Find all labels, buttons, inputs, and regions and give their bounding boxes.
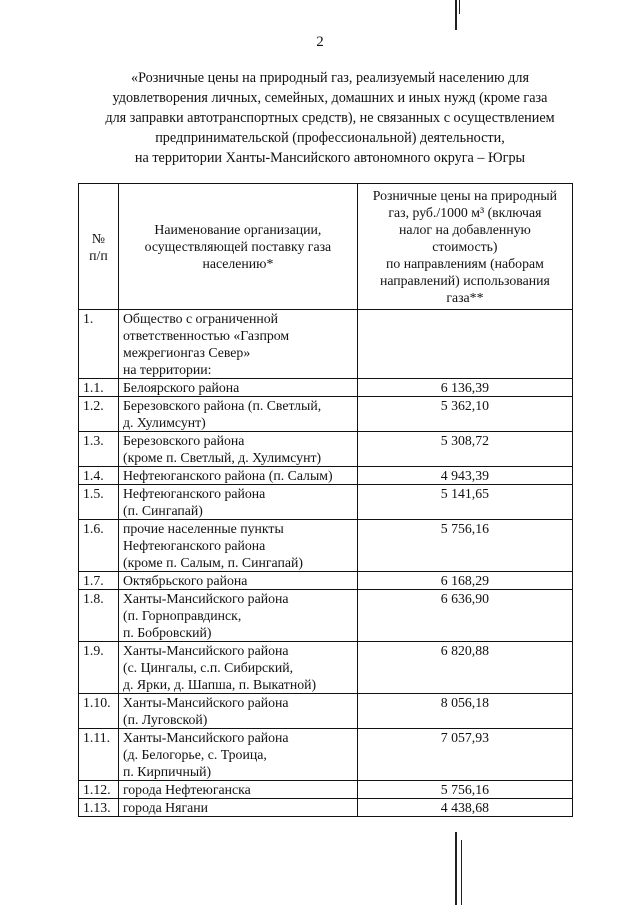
organization-cell	[118, 467, 357, 485]
header-line: направлений) использования	[379, 273, 550, 288]
organization-line: Нефтеюганского района (п. Салым)	[122, 468, 333, 483]
organization-cell	[118, 781, 357, 799]
table-row	[79, 310, 573, 379]
organization-cell	[118, 397, 357, 432]
organization-line: Березовского района (п. Светлый,	[122, 398, 322, 413]
row-number: 1.12.	[79, 781, 119, 799]
header-line: газ, руб./1000 м³ (включая	[388, 205, 542, 220]
row-number: 1.1.	[79, 379, 119, 397]
organization-line: (п. Луговской)	[122, 712, 208, 727]
table-row	[79, 520, 573, 572]
price-cell: 6 136,39	[357, 379, 572, 397]
organization-line: Октябрьского района	[122, 573, 248, 588]
price-table	[78, 183, 573, 817]
header-organization	[118, 184, 357, 310]
header-line: налог на добавленную	[398, 222, 531, 237]
organization-line: на территории:	[122, 362, 212, 377]
organization-line: д. Ярки, д. Шапша, п. Выкатной)	[122, 677, 317, 692]
organization-line: ответственностью «Газпром	[122, 328, 290, 343]
organization-line: Березовского района	[122, 433, 245, 448]
organization-cell	[118, 572, 357, 590]
row-number: 1.10.	[79, 694, 119, 729]
title-line: удовлетворения личных, семейных, домашних и иных нужд (кроме газа	[112, 90, 548, 106]
table-row	[79, 432, 573, 467]
price-cell: 6 820,88	[357, 642, 572, 694]
table-header-row	[79, 184, 573, 310]
scan-mark-bottom	[455, 832, 457, 905]
price-cell: 6 636,90	[357, 590, 572, 642]
organization-line: города Нягани	[122, 800, 209, 815]
price-cell	[357, 310, 572, 379]
organization-line: Общество с ограниченной	[122, 311, 278, 326]
row-number: 1.8.	[79, 590, 119, 642]
header-line: населению*	[202, 256, 274, 271]
title-line: для заправки автотранспортных средств), не связанных с осуществлением	[105, 110, 555, 126]
title-line: «Розничные цены на природный газ, реализуемый населению для	[131, 70, 529, 86]
row-number: 1.11.	[79, 729, 119, 781]
page-number: 2	[316, 34, 324, 50]
header-line: стоимость)	[432, 239, 498, 254]
table-row	[79, 781, 573, 799]
header-price	[357, 184, 572, 310]
header-number	[79, 184, 119, 310]
row-number: 1.9.	[79, 642, 119, 694]
organization-line: (п. Сингапай)	[122, 503, 203, 518]
header-line: газа**	[446, 290, 484, 305]
table-row	[79, 397, 573, 432]
organization-cell	[118, 310, 357, 379]
header-line: №	[91, 230, 106, 246]
organization-line: п. Кирпичный)	[122, 764, 212, 779]
price-cell: 7 057,93	[357, 729, 572, 781]
price-cell: 6 168,29	[357, 572, 572, 590]
title-line: предпринимательской (профессиональной) деятельности,	[155, 130, 505, 146]
header-line: осуществляющей поставку газа	[144, 239, 332, 254]
organization-line: д. Хулимсунт)	[122, 415, 206, 430]
price-cell: 5 362,10	[357, 397, 572, 432]
price-cell: 8 056,18	[357, 694, 572, 729]
row-number: 1.4.	[79, 467, 119, 485]
row-number: 1.5.	[79, 485, 119, 520]
organization-line: межрегионгаз Север»	[122, 345, 251, 360]
organization-line: Нефтеюганского района	[122, 538, 266, 553]
organization-line: (кроме п. Салым, п. Сингапай)	[122, 555, 303, 570]
table-row	[79, 379, 573, 397]
organization-line: п. Бобровский)	[122, 625, 212, 640]
scan-mark-top-2	[459, 0, 460, 14]
row-number: 1.7.	[79, 572, 119, 590]
row-number: 1.2.	[79, 397, 119, 432]
price-cell: 5 308,72	[357, 432, 572, 467]
organization-line: (д. Белогорье, с. Троица,	[122, 747, 267, 762]
row-number: 1.3.	[79, 432, 119, 467]
organization-cell	[118, 485, 357, 520]
organization-line: Ханты-Мансийского района	[122, 730, 289, 745]
scan-mark-top	[455, 0, 457, 30]
row-number: 1.6.	[79, 520, 119, 572]
organization-cell	[118, 694, 357, 729]
header-line: Розничные цены на природный	[372, 188, 558, 203]
organization-cell	[118, 729, 357, 781]
table-row	[79, 694, 573, 729]
price-cell: 5 756,16	[357, 520, 572, 572]
price-cell: 5 756,16	[357, 781, 572, 799]
organization-line: города Нефтеюганска	[122, 782, 251, 797]
table-row	[79, 729, 573, 781]
table-row	[79, 572, 573, 590]
price-cell: 5 141,65	[357, 485, 572, 520]
organization-line: Ханты-Мансийского района	[122, 591, 289, 606]
organization-line: Белоярского района	[122, 380, 240, 395]
title-line: на территории Ханты-Мансийского автономного округа – Югры	[134, 150, 526, 166]
organization-line: (кроме п. Светлый, д. Хулимсунт)	[122, 450, 322, 465]
price-cell: 4 438,68	[357, 799, 572, 817]
organization-cell	[118, 520, 357, 572]
organization-line: (п. Горноправдинск,	[122, 608, 242, 623]
header-line: п/п	[89, 247, 108, 263]
row-number: 1.13.	[79, 799, 119, 817]
organization-cell	[118, 642, 357, 694]
table-row	[79, 590, 573, 642]
organization-line: прочие населенные пункты	[122, 521, 284, 536]
organization-line: Ханты-Мансийского района	[122, 695, 289, 710]
header-line: Наименование организации,	[154, 222, 322, 237]
organization-cell	[118, 799, 357, 817]
price-cell: 4 943,39	[357, 467, 572, 485]
organization-line: Ханты-Мансийского района	[122, 643, 289, 658]
table-row	[79, 485, 573, 520]
row-number: 1.	[79, 310, 119, 379]
header-line: по направлениям (наборам	[385, 256, 544, 271]
table-row	[79, 799, 573, 817]
organization-cell	[118, 432, 357, 467]
organization-line: (с. Цингалы, с.п. Сибирский,	[122, 660, 294, 675]
table-row	[79, 467, 573, 485]
document-title	[70, 68, 590, 168]
scan-mark-bottom-2	[461, 840, 462, 905]
organization-line: Нефтеюганского района	[122, 486, 266, 501]
organization-cell	[118, 379, 357, 397]
organization-cell	[118, 590, 357, 642]
table-row	[79, 642, 573, 694]
